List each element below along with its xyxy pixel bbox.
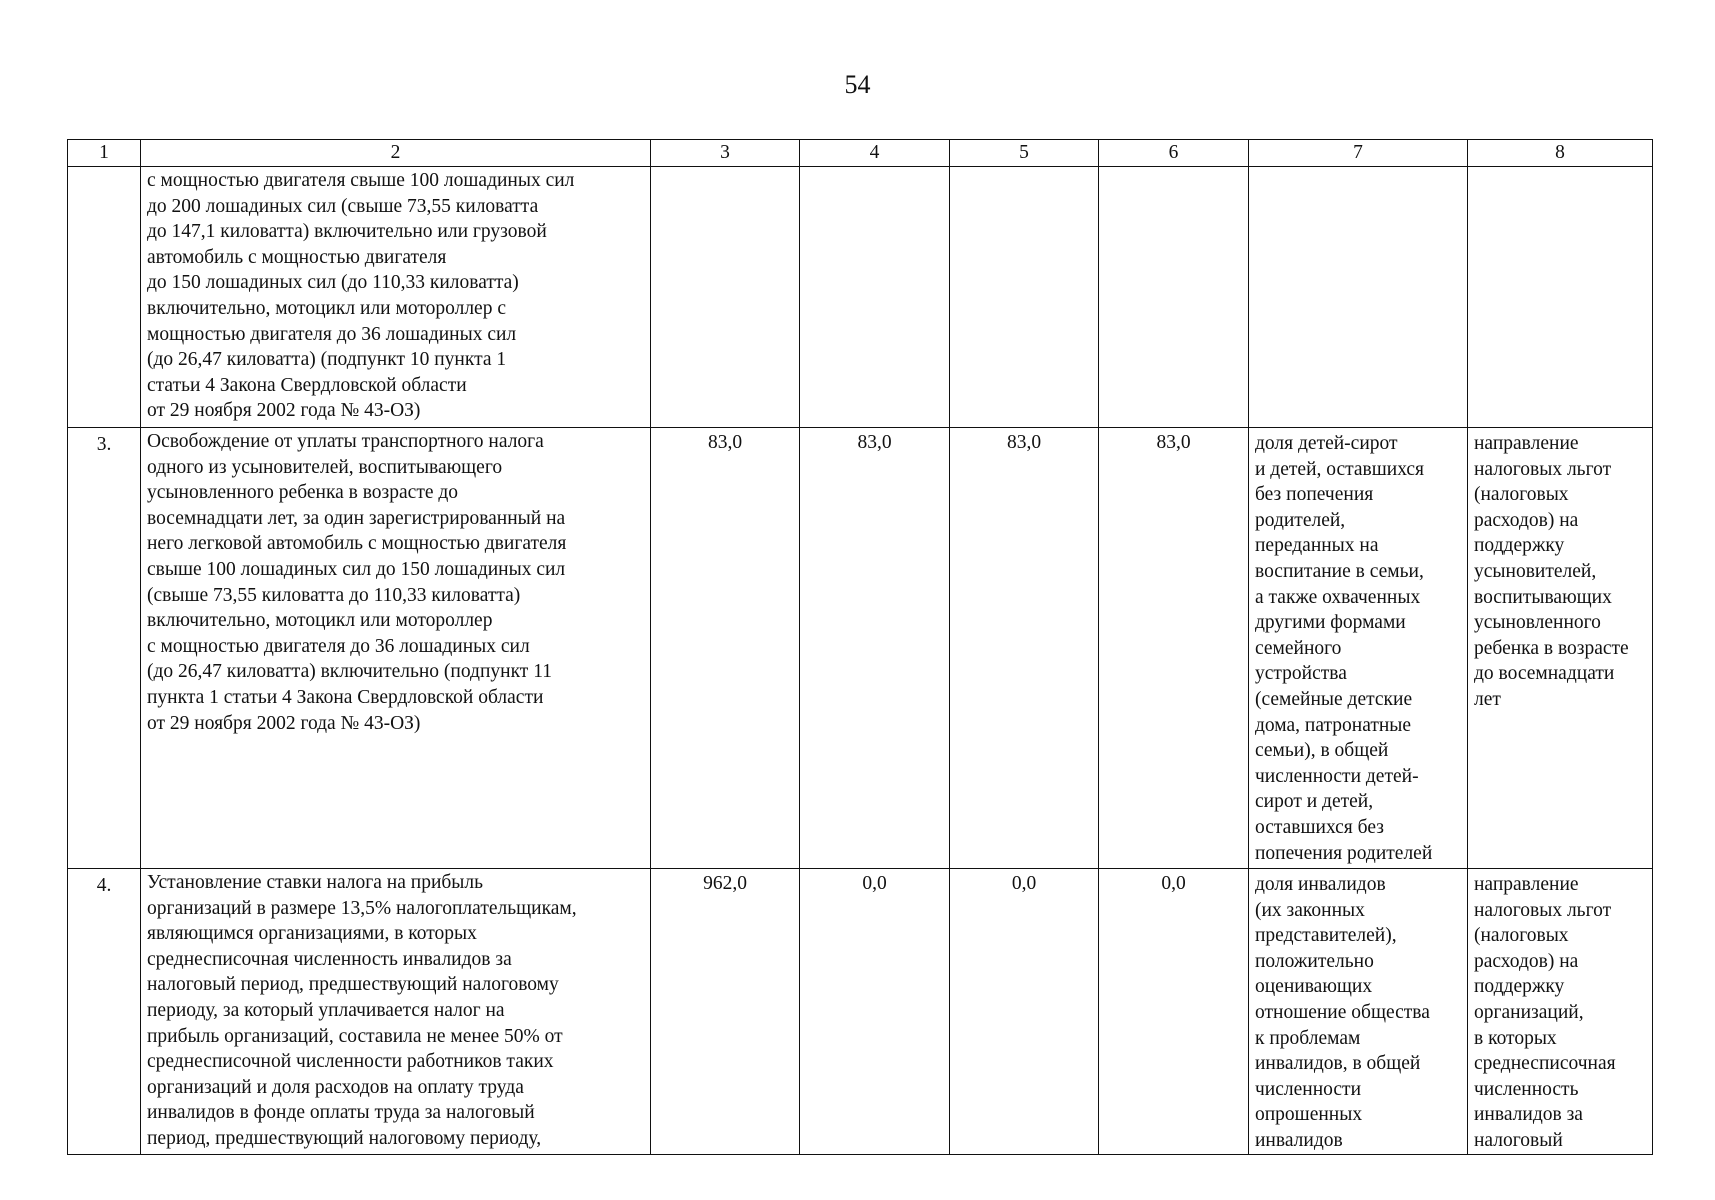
text-line: численности — [1255, 1078, 1362, 1100]
text-line: доля инвалидов — [1255, 874, 1386, 895]
text-line: направление — [1474, 874, 1579, 895]
text-line: восемнадцати лет, за один зарегистрированный на — [147, 507, 566, 529]
text-line: включительно, мотоцикл или мотороллер — [147, 610, 493, 632]
text-line: численности детей- — [1255, 765, 1419, 787]
text-line: лет — [1474, 688, 1501, 710]
value-cell: 0,0 — [1099, 869, 1249, 1155]
direction-cell — [1468, 167, 1653, 428]
column-header: 7 — [1249, 140, 1468, 167]
text-line: положительно — [1255, 950, 1374, 972]
text-line: периоду, за который уплачивается налог на — [147, 999, 505, 1021]
text-line: прибыль организаций, составила не менее 50% от — [147, 1025, 563, 1047]
text-line: свыше 100 лошадиных сил до 150 лошадиных сил — [147, 558, 566, 580]
text-line: (налоговых — [1474, 925, 1569, 947]
text-line: (налоговых — [1474, 484, 1569, 506]
value-cell: 0,0 — [950, 869, 1099, 1155]
text-line: представителей), — [1255, 925, 1397, 947]
text-line: с мощностью двигателя свыше 100 лошадиных сил — [147, 170, 575, 191]
text-line: ребенка в возрасте — [1474, 637, 1629, 659]
text-line: поддержку — [1474, 535, 1565, 557]
benefit-description — [141, 428, 651, 869]
text-line: мощностью двигателя до 36 лошадиных сил — [147, 323, 517, 345]
text-line: поддержку — [1474, 976, 1565, 998]
direction-cell — [1468, 428, 1653, 869]
text-line: к проблемам — [1255, 1027, 1361, 1049]
text-line: семьи), в общей — [1255, 740, 1389, 762]
text-line: дома, патронатные — [1255, 714, 1412, 736]
value-cell — [651, 167, 800, 428]
text-line: среднесписочная — [1474, 1053, 1616, 1075]
value-cell — [800, 167, 950, 428]
text-line: без попечения — [1255, 484, 1374, 506]
text-line: оставшихся без — [1255, 816, 1384, 838]
column-header: 4 — [800, 140, 950, 167]
text-line: организаций в размере 13,5% налогоплательщикам, — [147, 897, 577, 919]
column-header: 3 — [651, 140, 800, 167]
text-line: расходов) на — [1474, 950, 1579, 972]
text-line: одного из усыновителей, воспитывающего — [147, 456, 503, 478]
value-cell: 83,0 — [651, 428, 800, 869]
column-header: 1 — [68, 140, 141, 167]
text-line: пункта 1 статьи 4 Закона Свердловской области — [147, 686, 544, 708]
text-line: инвалидов — [1255, 1129, 1343, 1151]
text-line: попечения родителей — [1255, 842, 1433, 864]
text-line: с мощностью двигателя до 36 лошадиных сил — [147, 635, 530, 657]
column-header: 5 — [950, 140, 1099, 167]
text-line: налоговых льгот — [1474, 458, 1612, 480]
column-header: 6 — [1099, 140, 1249, 167]
text-line: налоговых льгот — [1474, 899, 1612, 921]
value-cell: 0,0 — [800, 869, 950, 1155]
text-line: период, предшествующий налоговому периоду, — [147, 1127, 542, 1149]
column-header: 2 — [141, 140, 651, 167]
text-line: а также охваченных — [1255, 586, 1421, 608]
text-line: инвалидов за — [1474, 1104, 1583, 1126]
table-row — [68, 167, 1653, 428]
text-line: до 147,1 киловатта) включительно или грузовой — [147, 221, 547, 243]
indicator-cell — [1249, 167, 1468, 428]
text-line: усыновителей, — [1474, 560, 1597, 582]
row-number: 3. — [68, 428, 141, 869]
direction-cell — [1468, 869, 1653, 1155]
text-line: (их законных — [1255, 899, 1365, 921]
text-line: до восемнадцати — [1474, 663, 1615, 685]
text-line: оценивающих — [1255, 976, 1373, 998]
text-line: (до 26,47 киловатта) (подпункт 10 пункта 1 — [147, 349, 507, 371]
text-line: организаций, — [1474, 1001, 1584, 1023]
text-line: расходов) на — [1474, 509, 1579, 531]
text-line: являющимся организациями, в которых — [147, 923, 477, 945]
text-line: Установление ставки налога на прибыль — [147, 872, 484, 893]
text-line: воспитание в семьи, — [1255, 560, 1424, 582]
text-line: усыновленного — [1474, 612, 1601, 634]
column-number-row — [68, 140, 1653, 167]
text-line: инвалидов, в общей — [1255, 1053, 1421, 1075]
text-line: усыновленного ребенка в возрасте до — [147, 482, 459, 504]
text-line: включительно, мотоцикл или мотороллер с — [147, 297, 506, 319]
text-line: доля детей-сирот — [1255, 433, 1398, 454]
value-cell: 83,0 — [950, 428, 1099, 869]
text-line: статьи 4 Закона Свердловской области — [147, 374, 467, 396]
text-line: Освобождение от уплаты транспортного налога — [147, 431, 544, 452]
benefit-description — [141, 869, 651, 1155]
text-line: (семейные детские — [1255, 688, 1413, 710]
text-line: семейного — [1255, 637, 1342, 659]
text-line: среднесписочная численность инвалидов за — [147, 948, 512, 970]
table-row — [68, 869, 1653, 1155]
text-line: от 29 ноября 2002 года № 43-ОЗ) — [147, 400, 421, 422]
text-line: родителей, — [1255, 509, 1346, 531]
indicator-cell — [1249, 428, 1468, 869]
text-line: направление — [1474, 433, 1579, 454]
text-line: автомобиль с мощностью двигателя — [147, 246, 447, 268]
table-row — [68, 428, 1653, 869]
text-line: налоговый — [1474, 1129, 1563, 1151]
text-line: (свыше 73,55 киловатта до 110,33 киловатта) — [147, 584, 521, 606]
value-cell: 83,0 — [1099, 428, 1249, 869]
text-line: отношение общества — [1255, 1001, 1430, 1023]
row-number: 4. — [68, 869, 141, 1155]
value-cell — [950, 167, 1099, 428]
value-cell: 962,0 — [651, 869, 800, 1155]
text-line: (до 26,47 киловатта) включительно (подпункт 11 — [147, 661, 552, 683]
indicator-cell — [1249, 869, 1468, 1155]
text-line: опрошенных — [1255, 1104, 1363, 1126]
text-line: организаций и доля расходов на оплату труда — [147, 1076, 524, 1098]
page-number: 54 — [844, 70, 871, 99]
text-line: инвалидов в фонде оплаты труда за налоговый — [147, 1102, 535, 1124]
text-line: налоговый период, предшествующий налоговому — [147, 974, 559, 996]
text-line: в которых — [1474, 1027, 1557, 1049]
text-line: и детей, оставшихся — [1255, 458, 1425, 480]
value-cell — [1099, 167, 1249, 428]
text-line: среднесписочной численности работников таких — [147, 1051, 554, 1073]
text-line: другими формами — [1255, 612, 1406, 634]
value-cell: 83,0 — [800, 428, 950, 869]
text-line: от 29 ноября 2002 года № 43-ОЗ) — [147, 712, 421, 734]
text-line: воспитывающих — [1474, 586, 1612, 608]
text-line: сирот и детей, — [1255, 791, 1374, 813]
text-line: устройства — [1255, 663, 1347, 685]
text-line: до 150 лошадиных сил (до 110,33 киловатта) — [147, 272, 519, 294]
text-line: до 200 лошадиных сил (свыше 73,55 киловатта — [147, 195, 539, 217]
text-line: численность — [1474, 1078, 1579, 1100]
tax-benefits-table — [67, 139, 1653, 1155]
benefit-description — [141, 167, 651, 428]
row-number — [68, 167, 141, 428]
text-line: переданных на — [1255, 535, 1379, 557]
text-line: него легковой автомобиль с мощностью двигателя — [147, 533, 567, 555]
column-header: 8 — [1468, 140, 1653, 167]
